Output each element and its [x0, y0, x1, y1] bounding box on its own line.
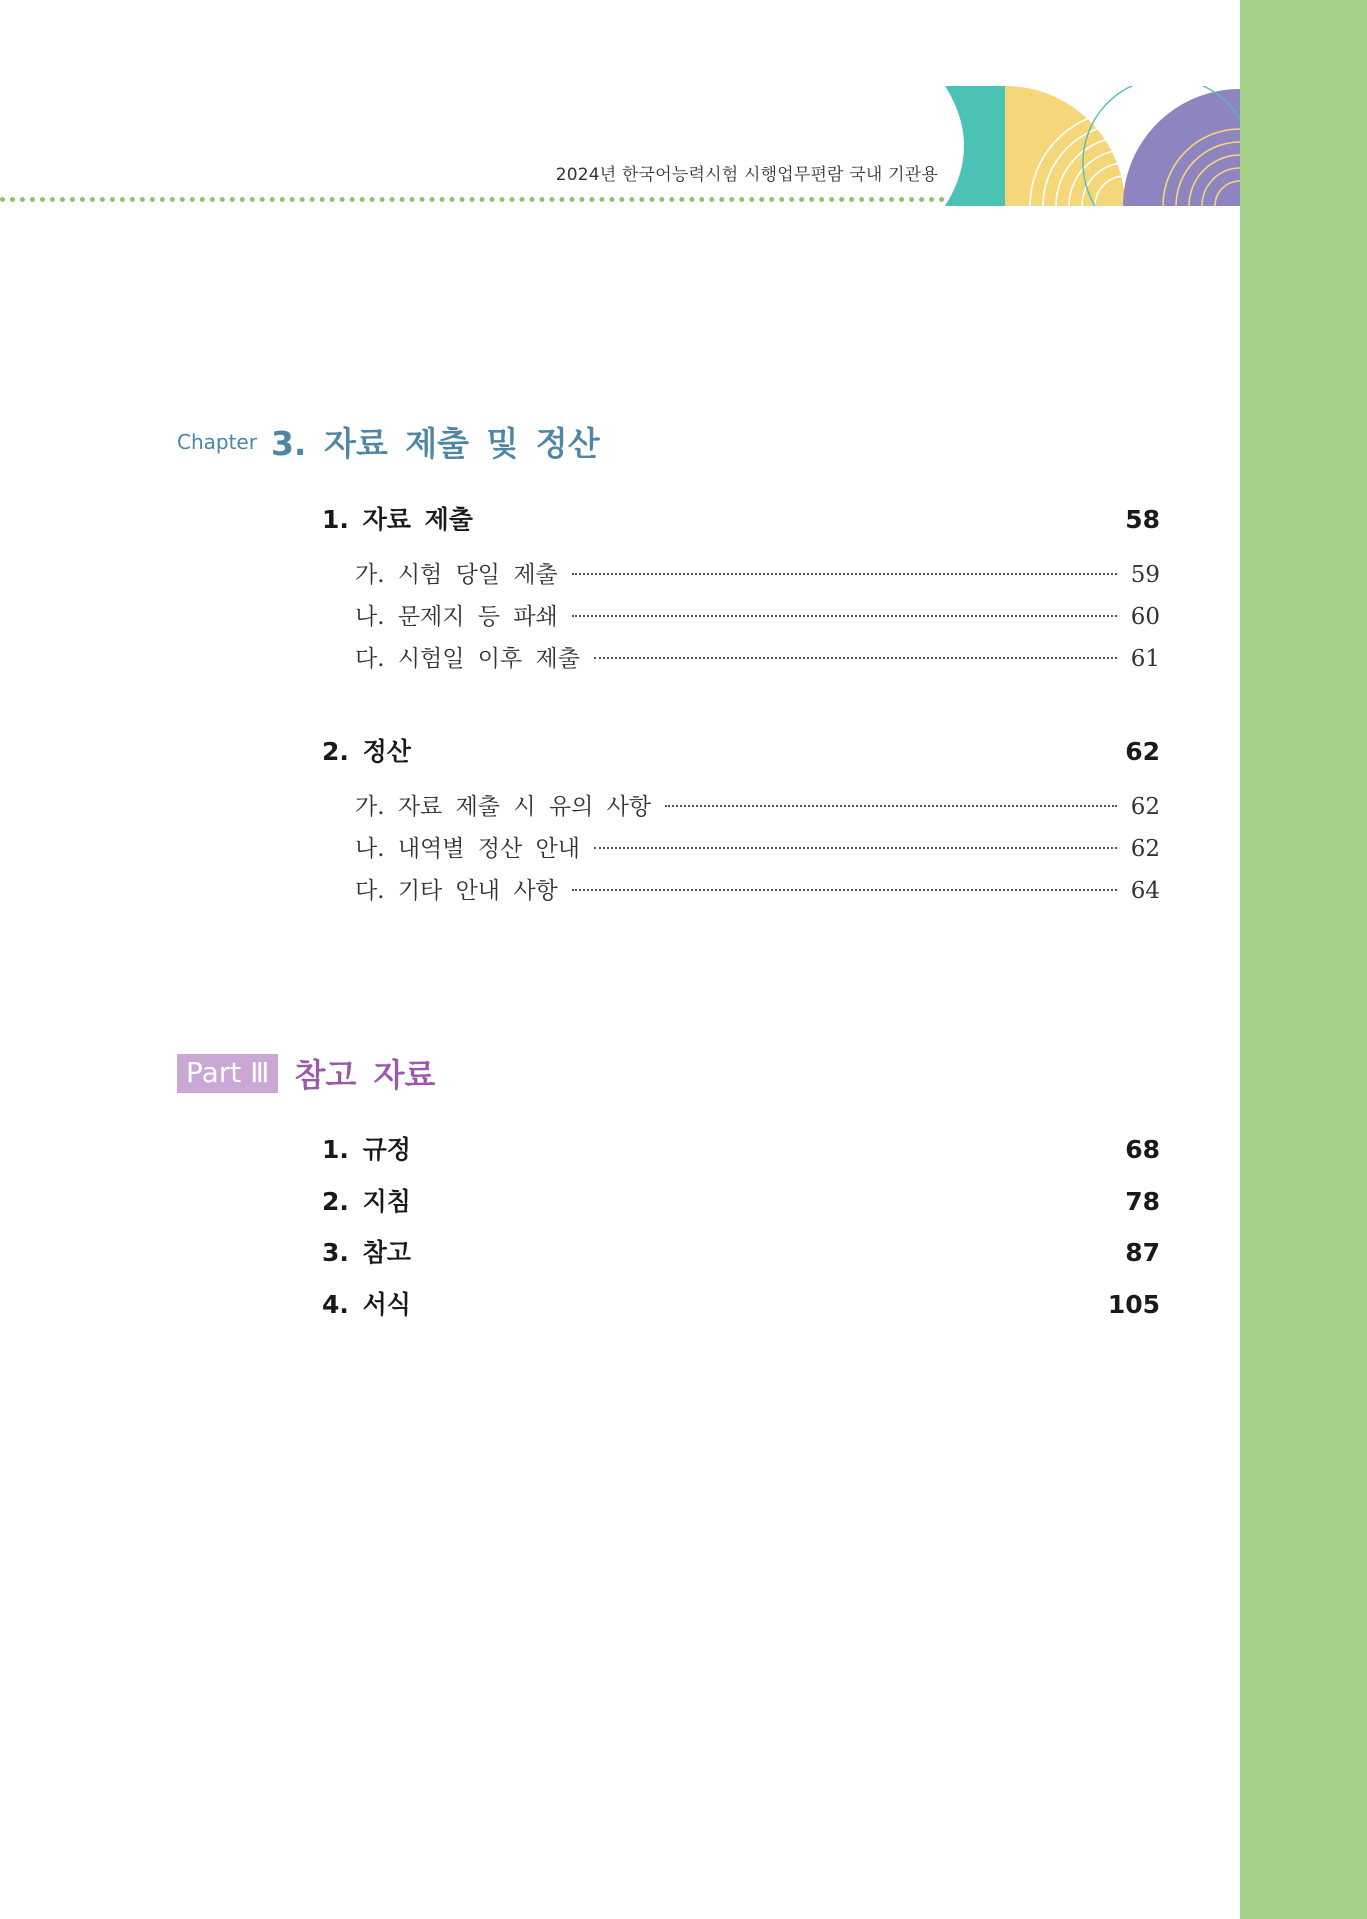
dot-leader	[594, 847, 1117, 849]
toc-page-number: 68	[1125, 1135, 1160, 1164]
toc-entry-label: 다. 기타 안내 사항	[355, 878, 558, 904]
toc-section-title: 1. 자료 제출	[322, 505, 473, 534]
dot-leader	[572, 573, 1117, 575]
toc-section-title: 2. 지침	[322, 1186, 411, 1216]
toc-page-number: 62	[1125, 737, 1160, 766]
dot-leader	[594, 657, 1117, 659]
side-band	[1240, 0, 1367, 1919]
toc-entry-label: 가. 시험 당일 제출	[355, 562, 558, 588]
dot-leader	[572, 615, 1117, 617]
header-decoration	[945, 86, 1240, 206]
toc-section-heading[interactable]	[322, 1124, 1160, 1176]
chapter-label: Chapter	[177, 430, 257, 454]
toc-page-number: 60	[1130, 604, 1160, 630]
toc-section-title: 1. 규정	[322, 1135, 411, 1164]
toc-page-number: 61	[1130, 646, 1160, 672]
toc-page-number: 58	[1125, 505, 1160, 534]
toc-entry-label: 가. 자료 제출 시 유의 사항	[355, 794, 652, 820]
toc-entry-label: 다. 시험일 이후 제출	[355, 646, 580, 672]
toc-page-number: 62	[1130, 794, 1160, 820]
dot-leader	[572, 889, 1117, 891]
toc-section-2	[322, 726, 1160, 912]
toc-page-number: 105	[1107, 1289, 1160, 1319]
toc-page-number: 87	[1125, 1238, 1160, 1267]
chapter-heading	[177, 418, 600, 465]
reference-list	[322, 1124, 1160, 1330]
toc-entry[interactable]	[322, 554, 1160, 596]
dotted-divider	[0, 197, 945, 202]
part-heading	[177, 1050, 435, 1096]
toc-entry-label: 나. 문제지 등 파쇄	[355, 604, 558, 630]
toc-entry[interactable]	[322, 638, 1160, 680]
toc-entry[interactable]	[322, 828, 1160, 870]
toc-page-number: 62	[1130, 836, 1160, 862]
toc-entry-label: 나. 내역별 정산 안내	[355, 836, 580, 862]
toc-section-1	[322, 494, 1160, 680]
toc-section-heading[interactable]	[322, 726, 1160, 777]
toc-section-title: 3. 참고	[322, 1238, 411, 1267]
toc-page-number: 78	[1125, 1186, 1160, 1216]
toc-section-heading[interactable]	[322, 1279, 1160, 1331]
toc-entry[interactable]	[322, 786, 1160, 828]
part-title: 참고 자료	[294, 1056, 436, 1094]
toc-entry[interactable]	[322, 596, 1160, 638]
part-label: Part Ⅲ	[177, 1054, 278, 1093]
toc-section-title: 2. 정산	[322, 737, 411, 766]
toc-page-number: 59	[1130, 562, 1160, 588]
toc-section-heading[interactable]	[322, 1227, 1160, 1279]
toc-section-heading[interactable]	[322, 494, 1160, 545]
toc-page-number: 64	[1130, 878, 1160, 904]
toc-entry[interactable]	[322, 870, 1160, 912]
toc-section-title: 4. 서식	[322, 1289, 411, 1319]
running-title: 2024년 한국어능력시험 시행업무편람 국내 기관용	[555, 165, 938, 185]
toc-section-heading[interactable]	[322, 1176, 1160, 1228]
dot-leader	[665, 805, 1117, 807]
chapter-title: 3. 자료 제출 및 정산	[270, 424, 600, 463]
